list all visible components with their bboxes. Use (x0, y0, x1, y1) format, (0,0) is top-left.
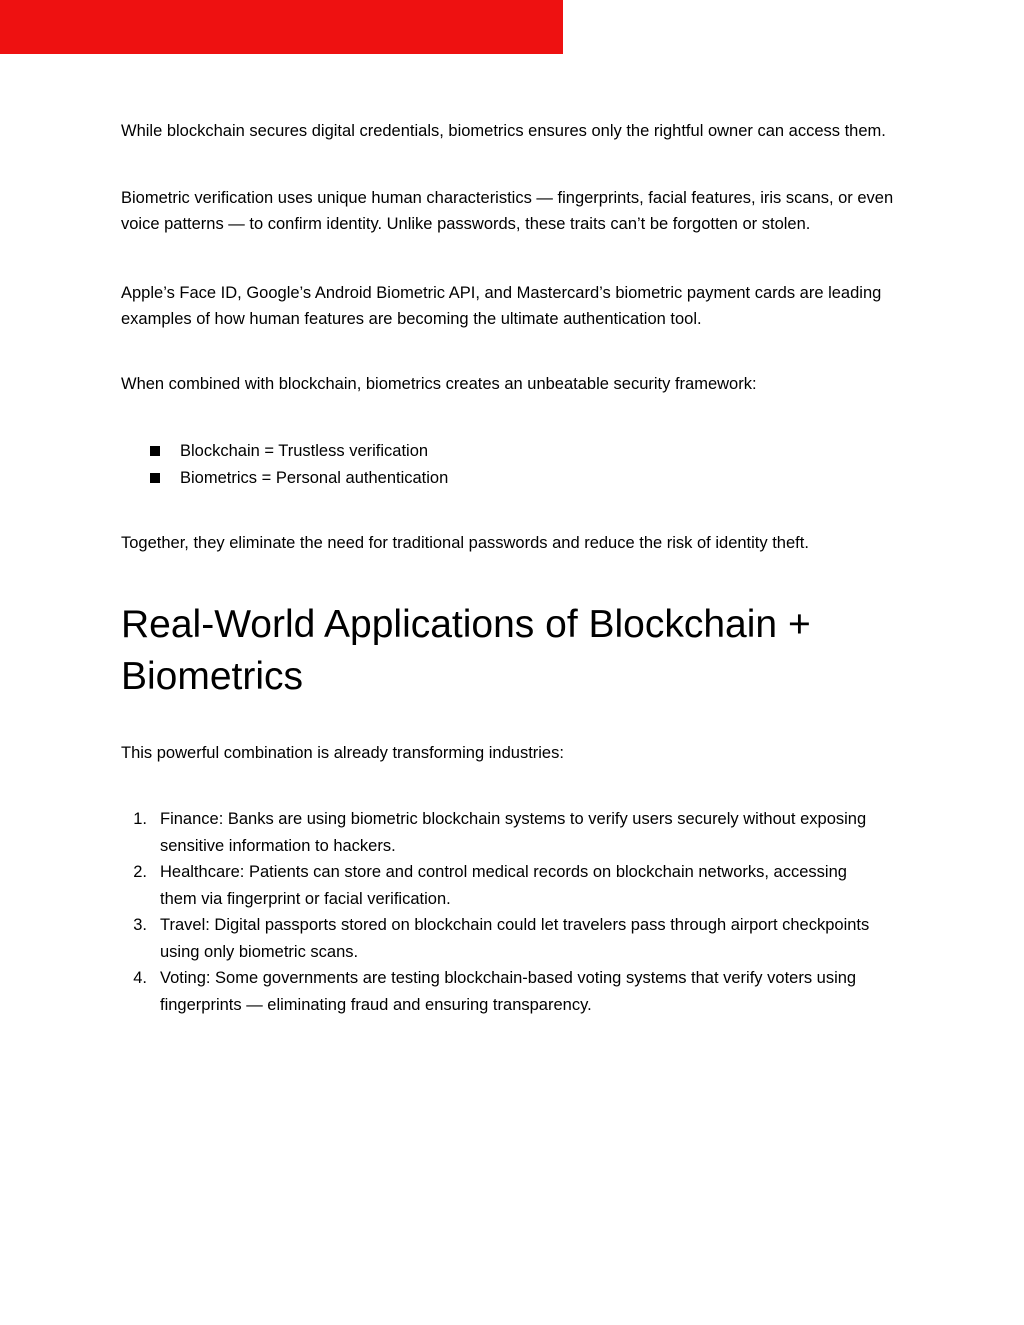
square-bullet-icon (150, 473, 160, 483)
list-number: 1. (133, 810, 147, 828)
paragraph-blockchain-credentials: While blockchain secures digital credentials, biometrics ensures only the rightful owner can access them. (121, 122, 886, 140)
section-heading: Real-World Applications of Blockchain + Biometrics (121, 602, 811, 698)
list-item (121, 806, 1024, 859)
paragraph-industries-intro: This powerful combination is already transforming industries: (121, 743, 564, 762)
list-number: 3. (133, 916, 147, 934)
list-item (121, 859, 1024, 912)
paragraph-biometric-verification: Biometric verification uses unique human characteristics — fingerprints, facial features, iris scans, or even voice patterns — to confirm identity. Unlike passwords, these traits can’t be forgotten or stolen. (121, 188, 894, 233)
bullet-cell (121, 465, 160, 483)
paragraph-together-conclusion: Together, they eliminate the need for traditional passwords and reduce the risk of identity theft. (121, 534, 809, 552)
numbered-item-text: Voting: Some governments are testing blockchain-based voting systems that verify voters using fingerprints — eliminating fraud and ensuring transparency. (160, 969, 857, 1014)
bullet-cell (121, 438, 160, 456)
paragraph-security-framework: When combined with blockchain, biometrics creates an unbeatable security framework: (121, 374, 757, 393)
numbered-item-text: Healthcare: Patients can store and control medical records on blockchain networks, accessing them via fingerprint or facial verification. (160, 863, 847, 908)
list-item (121, 965, 1024, 1018)
square-bullet-icon (150, 446, 160, 456)
list-item (121, 465, 1024, 492)
list-item (121, 438, 1024, 465)
list-item (121, 912, 1024, 965)
bullet-item-text: Biometrics = Personal authentication (180, 468, 449, 487)
numbered-item-text: Finance: Banks are using biometric blockchain systems to verify users securely without exposing sensitive information to hackers. (160, 810, 867, 855)
bullet-list (121, 438, 1024, 491)
paragraph-industry-examples: Apple’s Face ID, Google’s Android Biometric API, and Mastercard’s biometric payment cards are leading examples of how human features are becoming the ultimate authentication tool. (121, 283, 882, 328)
numbered-item-text: Travel: Digital passports stored on blockchain could let travelers pass through airport checkpoints using only biometric scans. (160, 916, 870, 961)
bullet-item-text: Blockchain = Trustless verification (180, 442, 429, 460)
list-number: 2. (133, 863, 147, 881)
numbered-list (121, 806, 1024, 1018)
list-number: 4. (133, 969, 147, 987)
